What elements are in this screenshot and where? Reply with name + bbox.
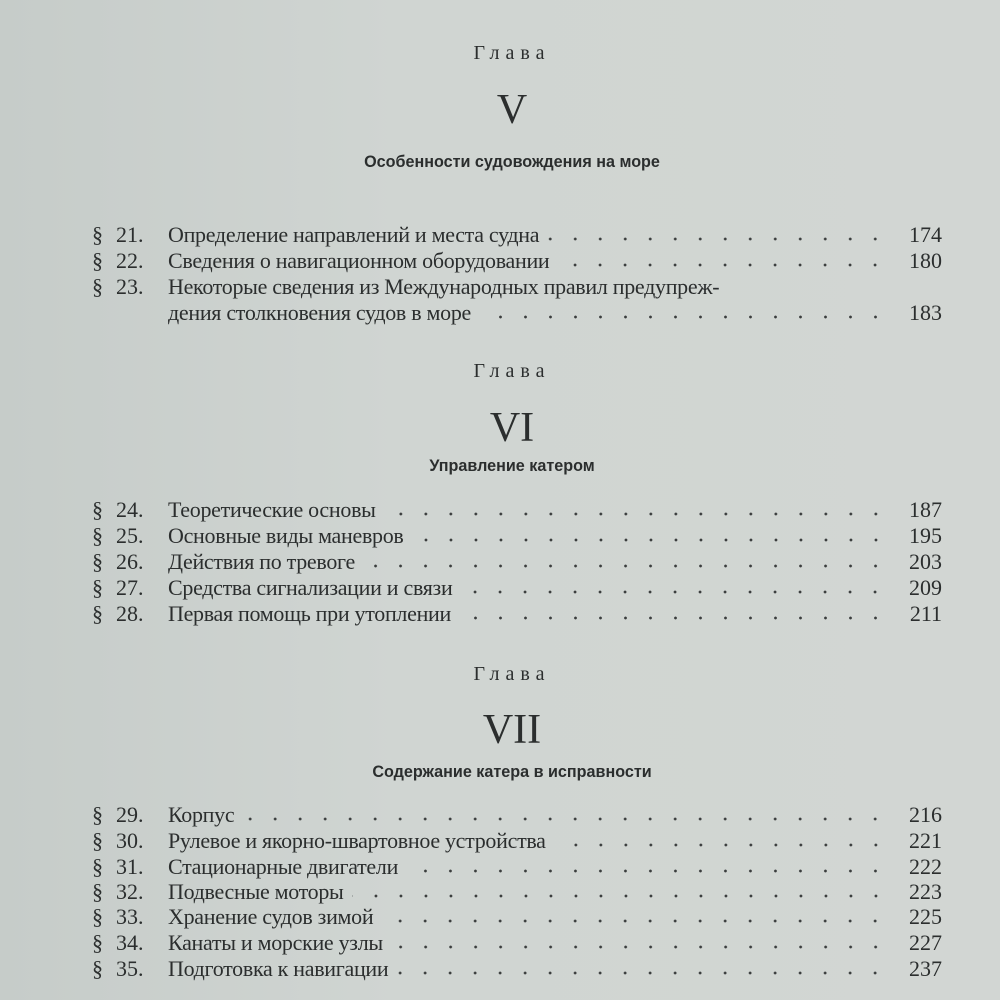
- entry-number: 28.: [116, 601, 144, 626]
- entry-page: 174: [909, 222, 942, 247]
- entry-number: 30.: [116, 828, 144, 853]
- leader-dots: [242, 817, 888, 821]
- section-sign: §: [92, 549, 103, 574]
- toc-entry[interactable]: [92, 904, 942, 930]
- chapter-numeral: VII: [482, 707, 542, 753]
- entry-page: 237: [909, 956, 942, 981]
- entry-title: Хранение судов зимой: [168, 904, 374, 929]
- section-sign: §: [92, 274, 103, 299]
- entry-title: Стационарные двигатели: [168, 854, 399, 879]
- leader-dots: [554, 843, 888, 847]
- toc-entry[interactable]: [92, 523, 942, 549]
- entry-number: 21.: [116, 222, 144, 247]
- entry-title: Некоторые сведения из Международных правил предупреж-: [168, 274, 720, 299]
- entry-title: Подготовка к навигации: [168, 956, 389, 981]
- chapter-numeral: VI: [489, 405, 535, 451]
- section-sign: §: [92, 930, 103, 955]
- entry-number: 26.: [116, 549, 144, 574]
- toc-entry[interactable]: [92, 956, 942, 982]
- entry-title: Первая помощь при утоплении: [168, 601, 451, 626]
- toc-entry[interactable]: [92, 854, 942, 880]
- entry-title: Теоретические основы: [168, 497, 376, 522]
- chapter-label: Глава: [473, 663, 551, 685]
- entry-title: Корпус: [168, 802, 235, 827]
- leader-dots: [406, 869, 888, 873]
- entry-number: 27.: [116, 575, 144, 600]
- entry-page: 195: [909, 523, 942, 548]
- entry-page: 209: [909, 575, 942, 600]
- leader-dots: [459, 616, 888, 620]
- toc-entry[interactable]: [92, 828, 942, 854]
- section-sign: §: [92, 828, 103, 853]
- leader-dots: [396, 971, 888, 975]
- entry-page: 180: [909, 248, 942, 273]
- entry-title: Основные виды маневров: [168, 523, 404, 548]
- toc-entry[interactable]: [92, 549, 942, 575]
- leader-dots: [412, 538, 888, 542]
- section-sign: §: [92, 222, 103, 247]
- toc-entry-continuation[interactable]: [92, 300, 942, 326]
- entry-page: 187: [909, 497, 942, 522]
- section-sign: §: [92, 802, 103, 827]
- entry-page: 227: [909, 930, 942, 955]
- entry-page: 216: [909, 802, 942, 827]
- toc-entry[interactable]: [92, 497, 942, 523]
- entry-page: 211: [909, 601, 942, 626]
- entry-number: 32.: [116, 879, 144, 904]
- chapter-title: Управление катером: [429, 456, 595, 475]
- entry-number: 29.: [116, 802, 144, 827]
- entry-page: 221: [909, 828, 942, 853]
- entry-page: 225: [909, 904, 942, 929]
- entry-title-cont: дения столкновения судов в море: [168, 300, 471, 325]
- entry-title: Рулевое и якорно-швартовное устройства: [168, 828, 546, 853]
- section-sign: §: [92, 879, 103, 904]
- entry-title: Подвесные моторы: [168, 879, 344, 904]
- section-sign: §: [92, 523, 103, 548]
- entry-number: 31.: [116, 854, 144, 879]
- leader-dots: [547, 237, 888, 241]
- section-sign: §: [92, 601, 103, 626]
- entry-number: 25.: [116, 523, 144, 548]
- leader-dots: [460, 590, 888, 594]
- toc-entry[interactable]: [92, 575, 942, 601]
- entry-title: Средства сигнализации и связи: [168, 575, 453, 600]
- leader-dots: [479, 315, 888, 319]
- toc-entry[interactable]: [92, 879, 942, 905]
- leader-dots: [557, 263, 888, 267]
- section-sign: §: [92, 575, 103, 600]
- leader-dots: [352, 894, 888, 898]
- leader-dots: [363, 564, 888, 568]
- toc-entry[interactable]: [92, 248, 942, 274]
- entry-page: 223: [909, 879, 942, 904]
- chapter-label: Глава: [473, 360, 551, 382]
- entry-title: Определение направлений и места судна: [168, 222, 540, 247]
- entry-number: 24.: [116, 497, 144, 522]
- leader-dots: [381, 919, 888, 923]
- entry-number: 34.: [116, 930, 144, 955]
- entry-page: 183: [909, 300, 942, 325]
- toc-entry[interactable]: [92, 930, 942, 956]
- leader-dots: [384, 512, 888, 516]
- chapter-label: Глава: [473, 42, 551, 64]
- section-sign: §: [92, 248, 103, 273]
- entry-title: Канаты и морские узлы: [168, 930, 383, 955]
- chapter-title: Содержание катера в исправности: [372, 762, 652, 781]
- entry-title: Сведения о навигационном оборудовании: [168, 248, 550, 273]
- section-sign: §: [92, 497, 103, 522]
- toc-entry[interactable]: [92, 802, 942, 828]
- toc-entry[interactable]: [92, 601, 942, 627]
- chapter-title: Особенности судовождения на море: [364, 152, 660, 171]
- entry-page: 203: [909, 549, 942, 574]
- entry-title: Действия по тревоге: [168, 549, 355, 574]
- entry-page: 222: [909, 854, 942, 879]
- entry-number: 33.: [116, 904, 144, 929]
- section-sign: §: [92, 956, 103, 981]
- section-sign: §: [92, 904, 103, 929]
- entry-number: 22.: [116, 248, 144, 273]
- chapter-numeral: V: [496, 87, 528, 133]
- entry-number: 23.: [116, 274, 144, 299]
- toc-entry[interactable]: [92, 274, 942, 300]
- entry-number: 35.: [116, 956, 144, 981]
- toc-entry[interactable]: [92, 222, 942, 248]
- section-sign: §: [92, 854, 103, 879]
- leader-dots: [391, 945, 888, 949]
